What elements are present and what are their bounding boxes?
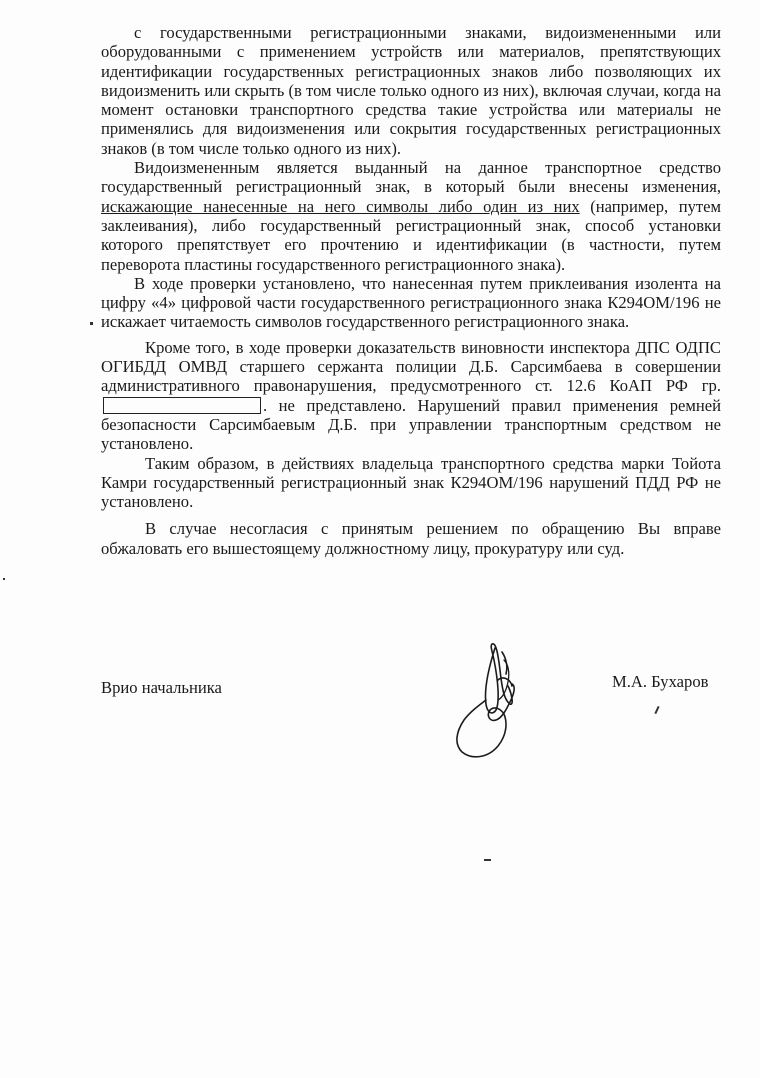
scan-speck xyxy=(90,322,93,325)
scan-speck xyxy=(3,578,5,580)
paragraph-modified-definition-end: (например, путем заклеивания), либо государственный регистрационный знак, способ установки которого препятствует его прочтению и идентификации (в частности, путем переворота пластины государственного регистрационного знака). xyxy=(101,196,722,274)
paragraph-modified-definition-start: Видоизмененным является выданный на данное транспортное средство государственный регистрационный знак, в который были внесены изменения, xyxy=(101,158,721,197)
underlined-phrase: искажающие нанесенные на него символы либо один из них xyxy=(101,196,580,216)
letter-body xyxy=(101,23,721,558)
scan-speck xyxy=(654,706,659,714)
paragraph-evidence-end: . не представлено. Нарушений правил применения ремней безопасности Сарсимбаевым Д.Б. при управлении транспортным средством не установлено. xyxy=(101,395,721,454)
signer-name: М.А. Бухаров xyxy=(612,672,709,691)
paragraph-appeal-rights: В случае несогласия с принятым решением по обращению Вы вправе обжаловать его вышестоящему должностному лицу, прокуратуру или суд. xyxy=(101,519,721,558)
paragraph-evidence xyxy=(101,338,721,454)
paragraph-modified-definition xyxy=(101,158,721,274)
handwritten-signature xyxy=(440,640,550,765)
paragraph-conclusion: Таким образом, в действиях владельца транспортного средства марки Тойота Камри государственный регистрационный знак К294ОМ/196 нарушений ПДД РФ не установлено. xyxy=(101,453,721,512)
position-title: Врио начальника xyxy=(101,678,222,697)
scan-speck xyxy=(484,859,491,861)
redacted-name-box xyxy=(103,397,261,414)
paragraph-registration-plates: с государственными регистрационными знаками, видоизмененными или оборудованными с применением устройств или материалов, препятствующих идентификации государственных регистрационных знаков либо позволяющих их видоизменить или скрыть (в том числе только одного из них), включая случаи, когда на момент остановки транспортного средства такие устройства или материалы не применялись для видоизменения или сокрытия государственных регистрационных знаков (в том числе только одного из них). xyxy=(101,23,721,158)
paragraph-inspection-result: В ходе проверки установлено, что нанесенная путем приклеивания изолента на цифру «4» цифровой части государственного регистрационного знака К294ОМ/196 не искажает читаемость символов государственного регистрационного знака. xyxy=(101,273,721,332)
paragraph-evidence-start: Кроме того, в ходе проверки доказательств виновности инспектора ДПС ОДПС ОГИБДД ОМВД старшего сержанта полиции Д.Б. Сарсимбаева в совершении административного правонарушения, предусмотренного ст. 12.6 КоАП РФ гр. xyxy=(101,337,721,396)
